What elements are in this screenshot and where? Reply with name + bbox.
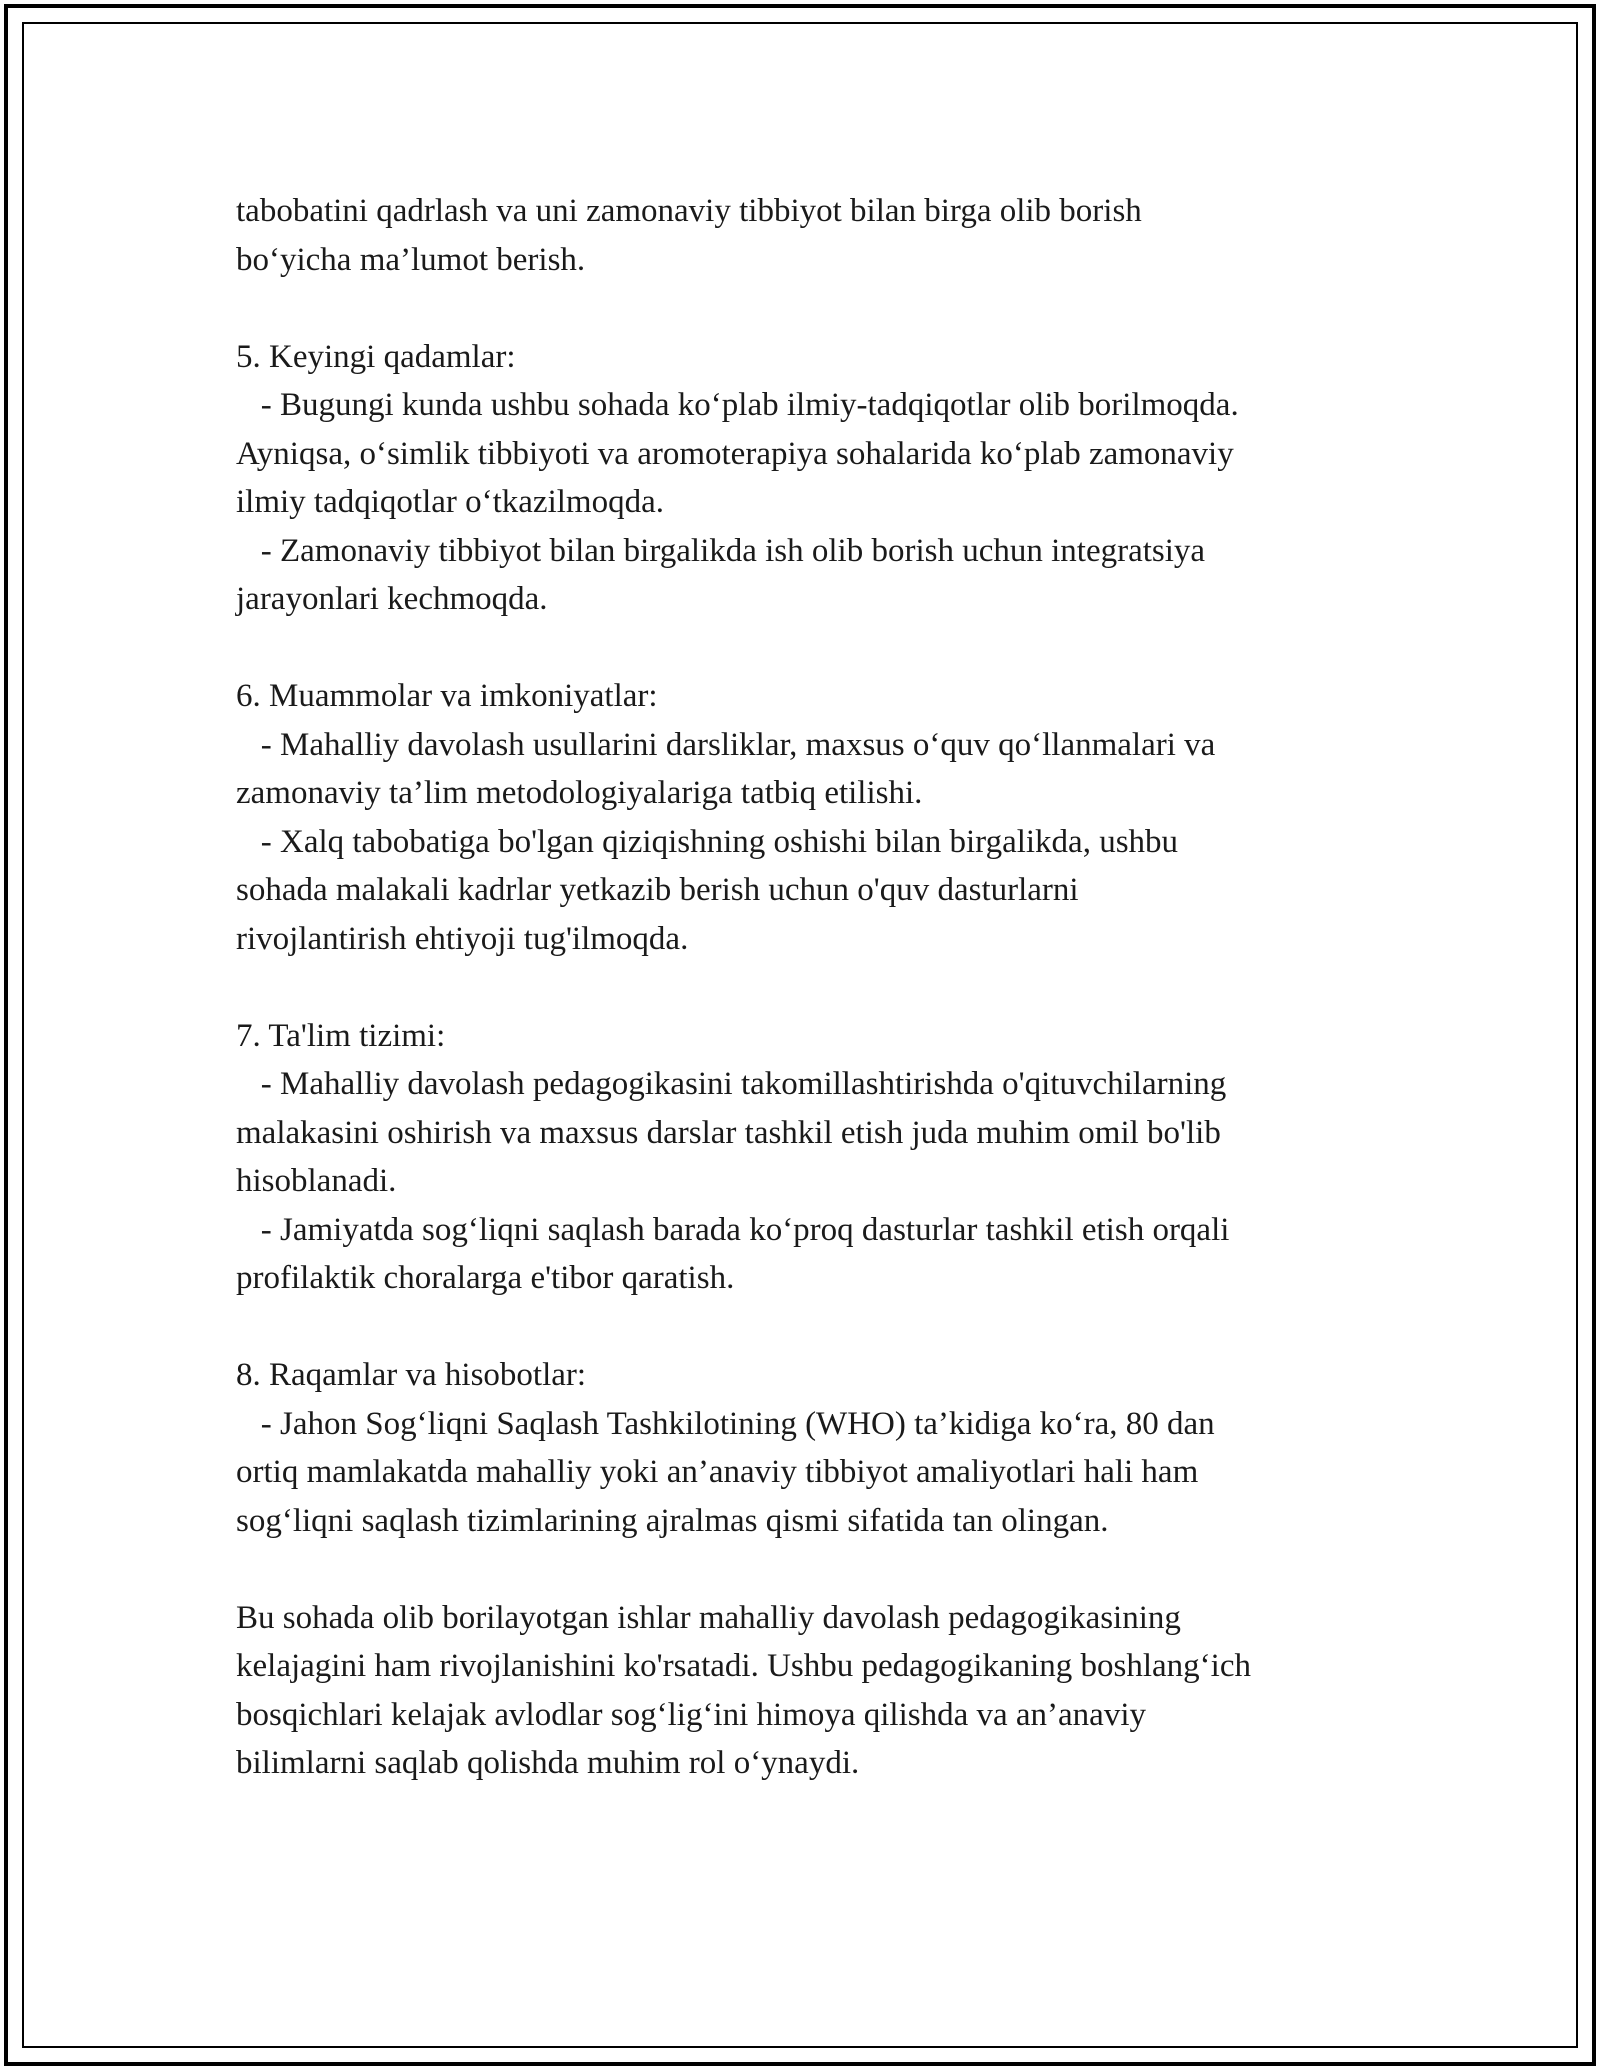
section-line: profilaktik choralarga e'tibor qaratish. bbox=[236, 1260, 735, 1296]
section-line: rivojlantirish ehtiyoji tug'ilmoqda. bbox=[236, 920, 689, 957]
section-line: sohada malakali kadrlar yetkazib berish uchun o'quv dasturlarni bbox=[236, 872, 1079, 908]
section-line: malakasini oshirish va maxsus darslar tashkil etish juda muhim omil bo'lib bbox=[236, 1114, 1221, 1151]
section-muammolar bbox=[236, 672, 1416, 963]
section-line: - Bugungi kunda ushbu sohada ko‘plab ilmiy-tadqiqotlar olib borilmoqda. bbox=[236, 387, 1239, 423]
document-body bbox=[236, 187, 1416, 1836]
section-heading: 8. Raqamlar va hisobotlar: bbox=[236, 1357, 587, 1393]
section-heading: 6. Muammolar va imkoniyatlar: bbox=[236, 678, 658, 714]
section-line: jarayonlari kechmoqda. bbox=[236, 581, 548, 617]
paragraph-line: kelajagini ham rivojlanishini ko'rsatadi. Ushbu pedagogikaning boshlang‘ich bbox=[236, 1648, 1251, 1684]
section-line: - Xalq tabobatiga bo'lgan qiziqishning oshishi bilan birgalikda, ushbu bbox=[236, 823, 1179, 860]
section-line: ortiq mamlakatda mahalliy yoki an’anaviy tibbiyot amaliyotlari hali ham bbox=[236, 1454, 1199, 1490]
paragraph-line: bilimlarni saqlab qolishda muhim rol o‘ynaydi. bbox=[236, 1745, 860, 1781]
section-line: hisoblanadi. bbox=[236, 1163, 397, 1199]
section-heading: 5. Keyingi qadamlar: bbox=[236, 338, 516, 375]
section-line: zamonaviy ta’lim metodologiyalariga tatbiq etilishi. bbox=[236, 775, 923, 811]
section-line: - Zamonaviy tibbiyot bilan birgalikda ish olib borish uchun integratsiya bbox=[236, 532, 1206, 569]
section-raqamlar bbox=[236, 1351, 1416, 1545]
section-line: - Jamiyatda sog‘liqni saqlash barada ko‘proq dasturlar tashkil etish orqali bbox=[236, 1211, 1230, 1248]
section-keyingi-qadamlar bbox=[236, 333, 1416, 624]
paragraph-line: bosqichlari kelajak avlodlar sog‘lig‘ini himoya qilishda va an’anaviy bbox=[236, 1696, 1146, 1733]
intro-paragraph bbox=[236, 187, 1416, 284]
section-line: - Mahalliy davolash pedagogikasini takomillashtirishda o'qituvchilarning bbox=[236, 1066, 1227, 1102]
section-line: - Mahalliy davolash usullarini darsliklar, maxsus o‘quv qo‘llanmalari va bbox=[236, 726, 1216, 763]
section-talim-tizimi bbox=[236, 1012, 1416, 1303]
paragraph-line: bo‘yicha ma’lumot berish. bbox=[236, 241, 586, 278]
closing-paragraph bbox=[236, 1594, 1416, 1788]
paragraph-line: tabobatini qadrlash va uni zamonaviy tibbiyot bilan birga olib borish bbox=[236, 193, 1142, 229]
section-line: sog‘liqni saqlash tizimlarining ajralmas qismi sifatida tan olingan. bbox=[236, 1502, 1109, 1539]
section-line: - Jahon Sog‘liqni Saqlash Tashkilotining (WHO) ta’kidiga ko‘ra, 80 dan bbox=[236, 1405, 1215, 1442]
section-line: ilmiy tadqiqotlar o‘tkazilmoqda. bbox=[236, 484, 664, 520]
section-line: Ayniqsa, o‘simlik tibbiyoti va aromoterapiya sohalarida ko‘plab zamonaviy bbox=[236, 435, 1234, 472]
section-heading: 7. Ta'lim tizimi: bbox=[236, 1017, 446, 1054]
paragraph-line: Bu sohada olib borilayotgan ishlar mahalliy davolash pedagogikasining bbox=[236, 1599, 1181, 1636]
